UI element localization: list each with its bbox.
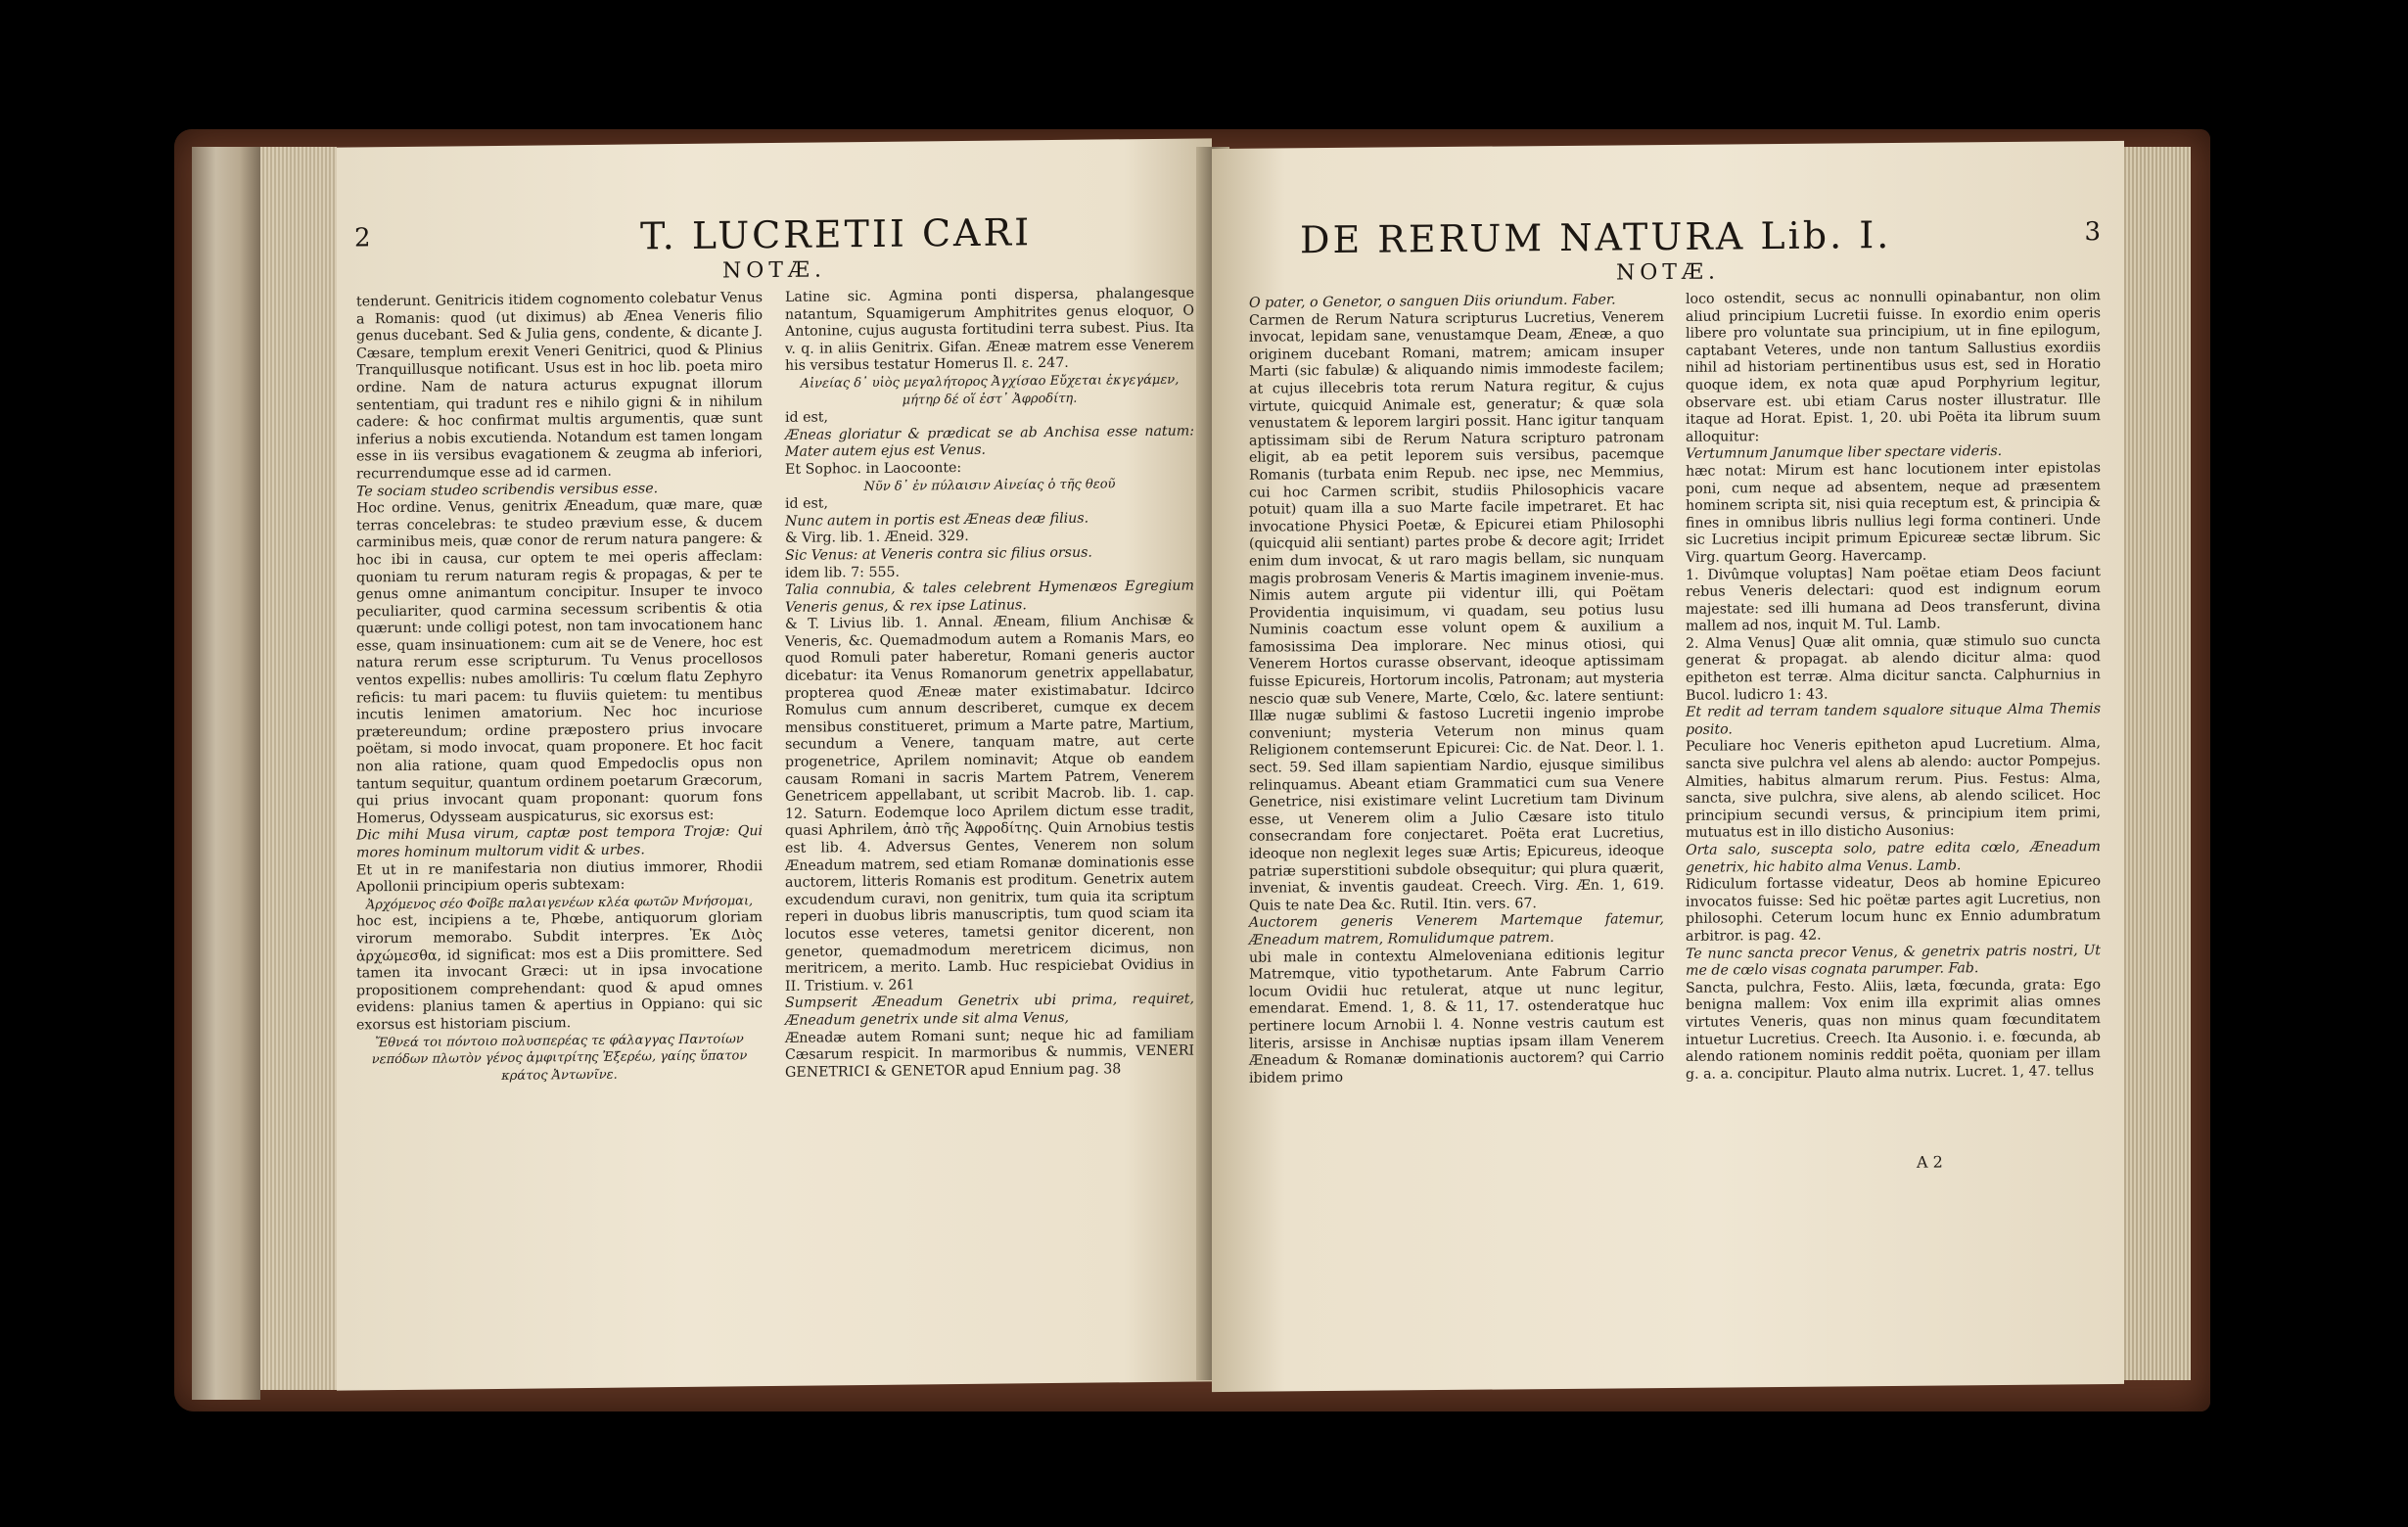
note-paragraph: Et ut in re manifestaria non diutius immorer, Rhodii Apollonii principium operis subtexam: <box>356 857 763 896</box>
note-paragraph: 2. Alma Venus] Quæ alit omnia, quæ stimulo suo cuncta generat & propagat. ab alendo dicitur alma: quod epitheton est terræ. Alma dicitur sancta. Calphurnius in Bucol. ludicro 1: 43. <box>1686 632 2101 704</box>
note-paragraph: ubi male in contextu Almeloveniana editionis legitur Matremque, vitio typothetarum. Ante Fabrum Carrio locum Ovidii huc retulerat, atque ut nunc legitur, emendarat. Emend. 1, 8. & 11, 17. ostenderatque huc pertinere locum Arnobii l. 4. Nonne vestris cautum est literis, arsisse in Anchisæ nuptias ipsam illam Venerem Æneadum & Romanæ dominationis auctorem? qui Carrio ibidem primo <box>1249 946 1664 1087</box>
note-paragraph: Te nunc sancta precor Venus, & genetrix patris nostri, Ut me de cœlo visas cognata parumper. Fab. <box>1686 942 2101 979</box>
note-paragraph: idem lib. 7: 555. <box>785 564 901 581</box>
note-paragraph: Ridiculum fortasse videatur, Deos ab homine Epicureo invocatos fuisse: Sed hic poëtæ partes agit Lucretius, non philosophi. Ceterum locum hunc ex Ennio adumbratum arbitror. is pag. 42. <box>1686 873 2101 945</box>
note-paragraph: Sic Venus: at Veneris contra sic filius orsus. <box>785 544 1092 564</box>
note-paragraph: Ἀρχόμενος σέο Φοῖβε παλαιγενέων κλέα φωτῶν Μνήσομαι, <box>365 894 754 913</box>
page-block-right <box>2122 147 2191 1380</box>
note-paragraph: id est, <box>785 409 829 427</box>
note-paragraph: Et Sophoc. in Laocoonte: <box>785 459 962 478</box>
note-paragraph: hæc notat: Mirum est hanc locutionem inter epistolas poni, cum neque ad absentem, neque ad præsentem hominem scripta sit, nisi quia receptum est, & principia & fines in omnibus libris nullius legi forma contineri. Unde sic Lucretius incipit primum Epicureæ sectæ librum. Sic Virg. quartum Georg. Havercamp. <box>1686 460 2101 566</box>
left-running-head: T. LUCRETII CARI <box>640 210 1033 258</box>
note-paragraph: Auctorem generis Venerem Martemque fatemur, Æneadum matrem, Romulidumque patrem. <box>1249 911 1664 949</box>
left-page <box>337 138 1212 1390</box>
note-paragraph: Æneas gloriatur & prædicat se ab Anchisa esse natum: Mater autem ejus est Venus. <box>785 423 1194 461</box>
note-paragraph: id est, <box>785 495 829 513</box>
note-paragraph: Νῦν δ᾽ ἐν πύλαισιν Αἰνείας ὁ τῆς θεοῦ <box>863 476 1116 494</box>
note-paragraph: Hoc ordine. Venus, genitrix Æneadum, quæ mare, quæ terras concelebras: te studeo prævium esse, & ducem carminibus meis, quæ conor de rerum natura pangere: & hoc ibi in causa, cur optem te mei operis affeclam: quoniam tu rerum naturam regis & propagas, & per te genus omne animantum concipitur. Insuper te invoco peculiariter, quod carmina secessum scribentis & otia quærunt: unde colligi potest, non tam invocationem hanc esse, quam insinuationem: cum ait se de Venere, hoc est natura rerum esse scripturum. Tu Venus procellosos ventos expellis: nubes amolliris: Tu cœlum flatu Zephyro reficis: tu mari pacem: tu fluviis quietem: tu mentibus incutis lenimen amatorium. Nec hoc incuriose prætereundum; ordine præpostero prius invocare poëtam, si modo invocat, quam proponere. Et hoc facit non alia ratione, quam quod Empedoclis opus non tantum sequitur, quantum ordinem poetarum Græcorum, qui prius invocant quam proponant: quorum fons Homerus, Odysseam auspicaturus, sic exorsus est: <box>356 496 763 827</box>
note-paragraph: Dic mihi Musa virum, captæ post tempora Trojæ: Qui mores hominum multorum vidit & urbes. <box>356 823 763 861</box>
right-column-1 <box>1249 292 1664 1087</box>
note-paragraph: & Virg. lib. 1. Æneid. 329. <box>785 529 969 547</box>
page-block-left <box>260 147 337 1390</box>
note-paragraph: Αἰνείας δ᾽ υἱὸς μεγαλήτορος Ἀγχίσαο Εὔχεται ἐκγεγάμεν, μήτηρ δέ οἵ ἐστ᾽ Ἀφροδίτη. <box>800 372 1180 408</box>
note-paragraph: Sumpserit Æneadum Genetrix ubi prima, requiret, Æneadum genetrix unde sit alma Venus, <box>785 991 1194 1029</box>
note-paragraph: Vertumnum Janumque liber spectare videris. <box>1686 443 2003 463</box>
note-paragraph: Carmen de Rerum Natura scripturus Lucretius, Venerem invocat, lepidam sane, venustamque Deam, Æneæ, a quo originem ducebant Romani, matrem; amicam insuper Marti (sic fabulæ) & aliquando nimis immodeste facilem; at cujus illecebris tota rerum Natura regitur, & cujus virtute, quicquid Animale est, generatur; & quæ sola venustatem & leporem largiri possit. Hanc igitur tanquam aptissimam sibi de Rerum Natura scripturo patronam eligit, ab ea petit leporem suis versibus, pacemque Romanis (turbata enim Repub. nec ipse, nec Memmius, cui hoc Carmen scribit, studiis Philosophicis vacare potuit) quam illa a suo Marte facile impetraret. Et hac invocatione Physici Poetæ, & Epicurei etiam Philosophi (quicquid alii sentiant) partes probe & decore agit; Irridet enim dum invocat, & ut raro magis bellam, sic nunquam magis probrosam Veneris & Martis imaginem invenie-mus. Nimis autem argute pii videntur illi, qui Poëtam Providentia inquisimum, vi quadam, seu potius lusu Numinis coactum esse volunt opem & auxilium a famosissima Dea implorare. Nec minus otiosi, qui Venerem Hortos curasse observant, ideoque aptissimam fuisse Epicureis, Hortorum incolis, Patronam; aut mysteria nescio quæ sub Venere, Marte, Cœlo, &c. latere sentiunt: Illæ nugæ sublimi & fastoso Lucretii ingenio improbe conveniunt; mysteria Veterum non minus quam Religionem contemserunt Epicurei: Cic. de Nat. Deor. l. 1. sect. 59. Sed illam sapientiam Nardio, ejusque similibus relinquamus. Abeant etiam Grammatici cum sua Venere Genetrice, nisi existimare velint Lucretium tam Divinum esse, ut Venerem olim a Julio Cæsare isto titulo consecrandam fore conjectaret. Poëta erat Lucretius, ideoque non neglexit leges suæ Artis; Epicureus, ideoque patriæ superstitioni subdole obsequitur; qui plura quærit, inveniat, & inventis gaudeat. Creech. Virg. Æn. 1, 619. Quis te nate Dea &c. Rutil. Itin. vers. 67. <box>1249 308 1664 914</box>
right-section-title: NOTÆ. <box>1616 259 1720 286</box>
left-section-title: NOTÆ. <box>722 257 826 284</box>
left-folio: 2 <box>354 223 371 254</box>
note-paragraph: Latine sic. Agmina ponti dispersa, phalangesque natantum, Squamigerum Amphitrites genus eloquor, O Antonine, cujus augusta fortitudini terra subest. Pius. Ita v. q. in aliis Genitrix. Gifan. Æneæ matrem esse Venerem his versibus testatur Homerus Il. ε. 247. <box>785 285 1194 375</box>
note-paragraph: Æneadæ autem Romani sunt; neque hic ad familiam Cæsarum respicit. In marmoribus & nummis, VENERI GENETRICI & GENETOR apud Ennium pag. 38 <box>785 1026 1194 1081</box>
note-paragraph: Et redit ad terram tandem squalore situque Alma Themis posito. <box>1686 701 2101 738</box>
note-paragraph: Orta salo, suscepta solo, patre edita cœlo, Æneadum genetrix, hic habito alma Venus. Lamb. <box>1686 839 2101 876</box>
note-paragraph: Ἔθνεά τοι πόντοιο πολυσπερέας τε φάλαγγας Παντοίων νεπόδων πλωτὸν γένος ἀμφιτρίτης Ἐξερέω, γαίης ὕπατον κράτος Ἀντωνῖνε. <box>371 1031 748 1084</box>
note-paragraph: Nunc autem in portis est Æneas deæ filius. <box>785 510 1089 530</box>
note-paragraph: Te sociam studeo scribendis versibus esse. <box>356 480 659 500</box>
note-paragraph: Peculiare hoc Veneris epitheton apud Lucretium. Alma, sancta sive pulchra vel alens ab alendo: auctor Pompejus. Almities, habitus almarum rerum. Pius. Festus: Alma, sancta, sive pulchra, sive alens, ab alendo scilicet. Hoc principium secundi versus, & principium item primi, mutuatus est in illo disticho Ausonius: <box>1686 735 2101 842</box>
book-spine-edge <box>192 147 260 1400</box>
note-paragraph: Sancta, pulchra, Festo. Aliis, læta, fœcunda, grata: Ego benigna mallem: Vox enim illa exprimit alias omnes virtutes Veneris, quas non minus quam fœcunditatem intuetur Lucretius. Creech. Ita Ausonio. i. e. fœcunda, ab alendo rationem nominis reddit poëta, quoniam per illam g. a. a. concipitur. Plauto alma nutrix. Lucret. 1, 47. tellus <box>1686 976 2101 1083</box>
right-running-head: DE RERUM NATURA Lib. I. <box>1300 213 1892 262</box>
note-paragraph: 1. Divûmque voluptas] Nam poëtae etiam Deos faciunt rebus Veneris delectari: quod est indignum eorum majestate: sed illi humana ad Deos transferunt, divina mallem ad nos, inquit M. Tul. Lamb. <box>1686 563 2101 635</box>
note-paragraph: O pater, o Genetor, o sanguen Diis oriundum. Faber. <box>1249 292 1616 311</box>
note-paragraph: hoc est, incipiens a te, Phœbe, antiquorum gloriam virorum memorabo. Subdit interpres. Ἐκ Διὸς ἀρχώμεσθα, id significat: mos est a Diis promittere. Sed tamen ita invocant Græci: ut in ipsa invocatione propositionem comprehendant: quod & apud omnes evidens: planius tamen & apertius in Oppiano: qui sic exorsus est historiam piscium. <box>356 909 763 1034</box>
note-paragraph: loco ostendit, secus ac nonnulli opinabantur, non olim aliud principium Lucretii fuisse. In exordio enim operis libere pro voluntate sua principium, ut in fine epilogum, captabant Veteres, unde non tantum Sallustius exordiis nihil ad historiam pertinentibus usus est, sed in Horatio quoque idem, ex nota quæ apud Porphyrium legitur, observare est. ubi etiam Carus noster illustratur. Ille itaque ad Horat. Epist. 1, 20. ubi Poëta ita librum suum alloquitur: <box>1686 288 2101 445</box>
right-page <box>1212 141 2124 1392</box>
note-paragraph: & T. Livius lib. 1. Annal. Æneam, filium Anchisæ & Veneris, &c. Quemadmodum autem a Romanis Mars, eo quod Romuli pater haberetur, Romani generis auctor dicebatur: ita Venus Romanorum genetrix appellabatur, propterea quod Æneæ mater existimabatur. Idcirco Romulus cum annum describeret, cumque ex decem mensibus constitueret, primum a Marte patre, Martium, secundum a Venere, tanquam matre, aut certe progenetrice, Aprilem nominavit; Atque ob eandem causam Romani in sacris Martem Patrem, Venerem Genetricem appellabant, ut scribit Macrob. lib. 1. cap. 12. Saturn. Eodemque loco Aprilem dictum esse tradit, quasi Aphrilem, ἀπὸ τῆς Ἀφροδίτης. Quin Arnobius testis est lib. 4. Adversus Gentes, Venerem non solum Æneadum matrem, sed etiam Romanæ dominationis esse auctorem, litteris Romanis est proditum. Genetrix autem excudendum curavi, non genitrix, tum quia ita scriptum reperi in duobus libris manuscriptis, tum quod sciam ita locutos esse veteres, tametsi genitor dicerent, non genetor, quemadmodum meretricem dicimus, non meritricem, a merito. Lamb. Huc respiciebat Ovidius in II. Tristium. v. 261 <box>785 612 1194 995</box>
note-paragraph: tenderunt. Genitricis itidem cognomento colebatur Venus a Romanis: quod (ut diximus) ab Æneа Veneris filio genus ducebant. Sed & Julia gens, condente, & dicante J. Cæsare, templum erexit Veneri Genitrici, quod & Plinius Tranquillusque notificant. Usus est in hoc lib. poeta miro ordine. Nam de natura acturus expugnat illorum sententiam, qui tradunt res e nihilo gigni & in nihilum cadere: & hoc confirmat multis argumentis, quæ sunt inferius a nobis excutienda. Notandum est tamen longam esse in iis versibus evagationem & zeugma ab inferiori, recurrendumque esse ad id carmen. <box>356 290 763 483</box>
left-column-2 <box>785 286 1194 1083</box>
right-folio: 3 <box>2084 217 2101 248</box>
note-paragraph: Talia connubia, & tales celebrent Hymenæos Egregium Veneris genus, & rex ipse Latinus. <box>785 578 1194 616</box>
signature-mark: A 2 <box>1917 1152 1943 1172</box>
right-column-2 <box>1686 288 2101 1084</box>
left-column-1 <box>356 290 763 1087</box>
